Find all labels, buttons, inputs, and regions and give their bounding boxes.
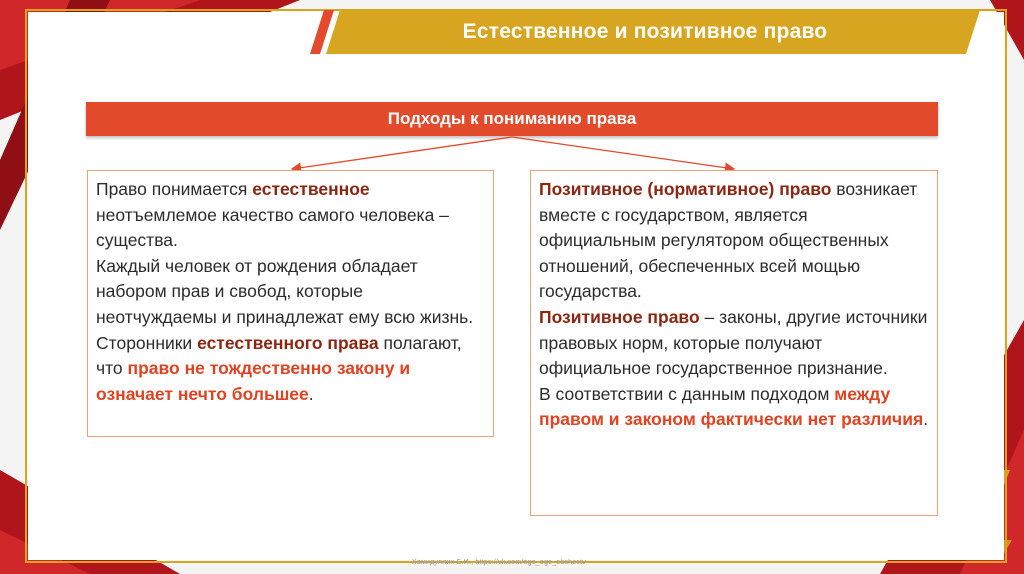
natural-law-para-2: Каждый человек от рождения обладает набором прав и свобод, которые неотчуждаемы и принадлежат ему всю жизнь.: [96, 255, 474, 327]
page-title: Естественное и позитивное право: [462, 20, 828, 43]
no-difference-highlight: между правом и законом фактически нет различия: [539, 383, 924, 430]
law-not-identical-highlight: право не тождественно закону и означает нечто большее: [96, 358, 411, 404]
footer-credit: Хамидуллин Б.И., https://vk.com/ege_oge_obshestv: [412, 559, 586, 566]
natural-law-highlight: естественного права: [197, 332, 379, 353]
positive-law-heading: Позитивное (нормативное) право: [539, 179, 832, 199]
subtitle-text: Подходы к пониманию права: [387, 109, 637, 128]
positive-law-para-3: В соответствии с данным подходом между правом и законом фактически нет различия.: [539, 383, 929, 430]
positive-law-para-1: Позитивное (нормативное) право возникает вместе с государством, является официальным регулятором общественных отношений, обеспеченных всей мощью государства.: [539, 179, 918, 302]
positive-law-box: [530, 170, 938, 516]
natural-highlight: естественное: [252, 179, 370, 199]
natural-law-para-1: Право понимается естественное неотъемлемое качество самого человека – существа.: [96, 179, 449, 251]
arrow-left: [292, 137, 512, 169]
arrow-right: [512, 137, 734, 169]
natural-law-para-3: Сторонники естественного права полагают, что право не тождественно закону и означает нечто большее.: [96, 332, 462, 404]
positive-law-para-2: Позитивное право – законы, другие источники правовых норм, которые получают официальное государственное признание.: [539, 306, 928, 379]
positive-law-term: Позитивное право: [539, 306, 700, 327]
natural-law-box: [87, 170, 494, 437]
